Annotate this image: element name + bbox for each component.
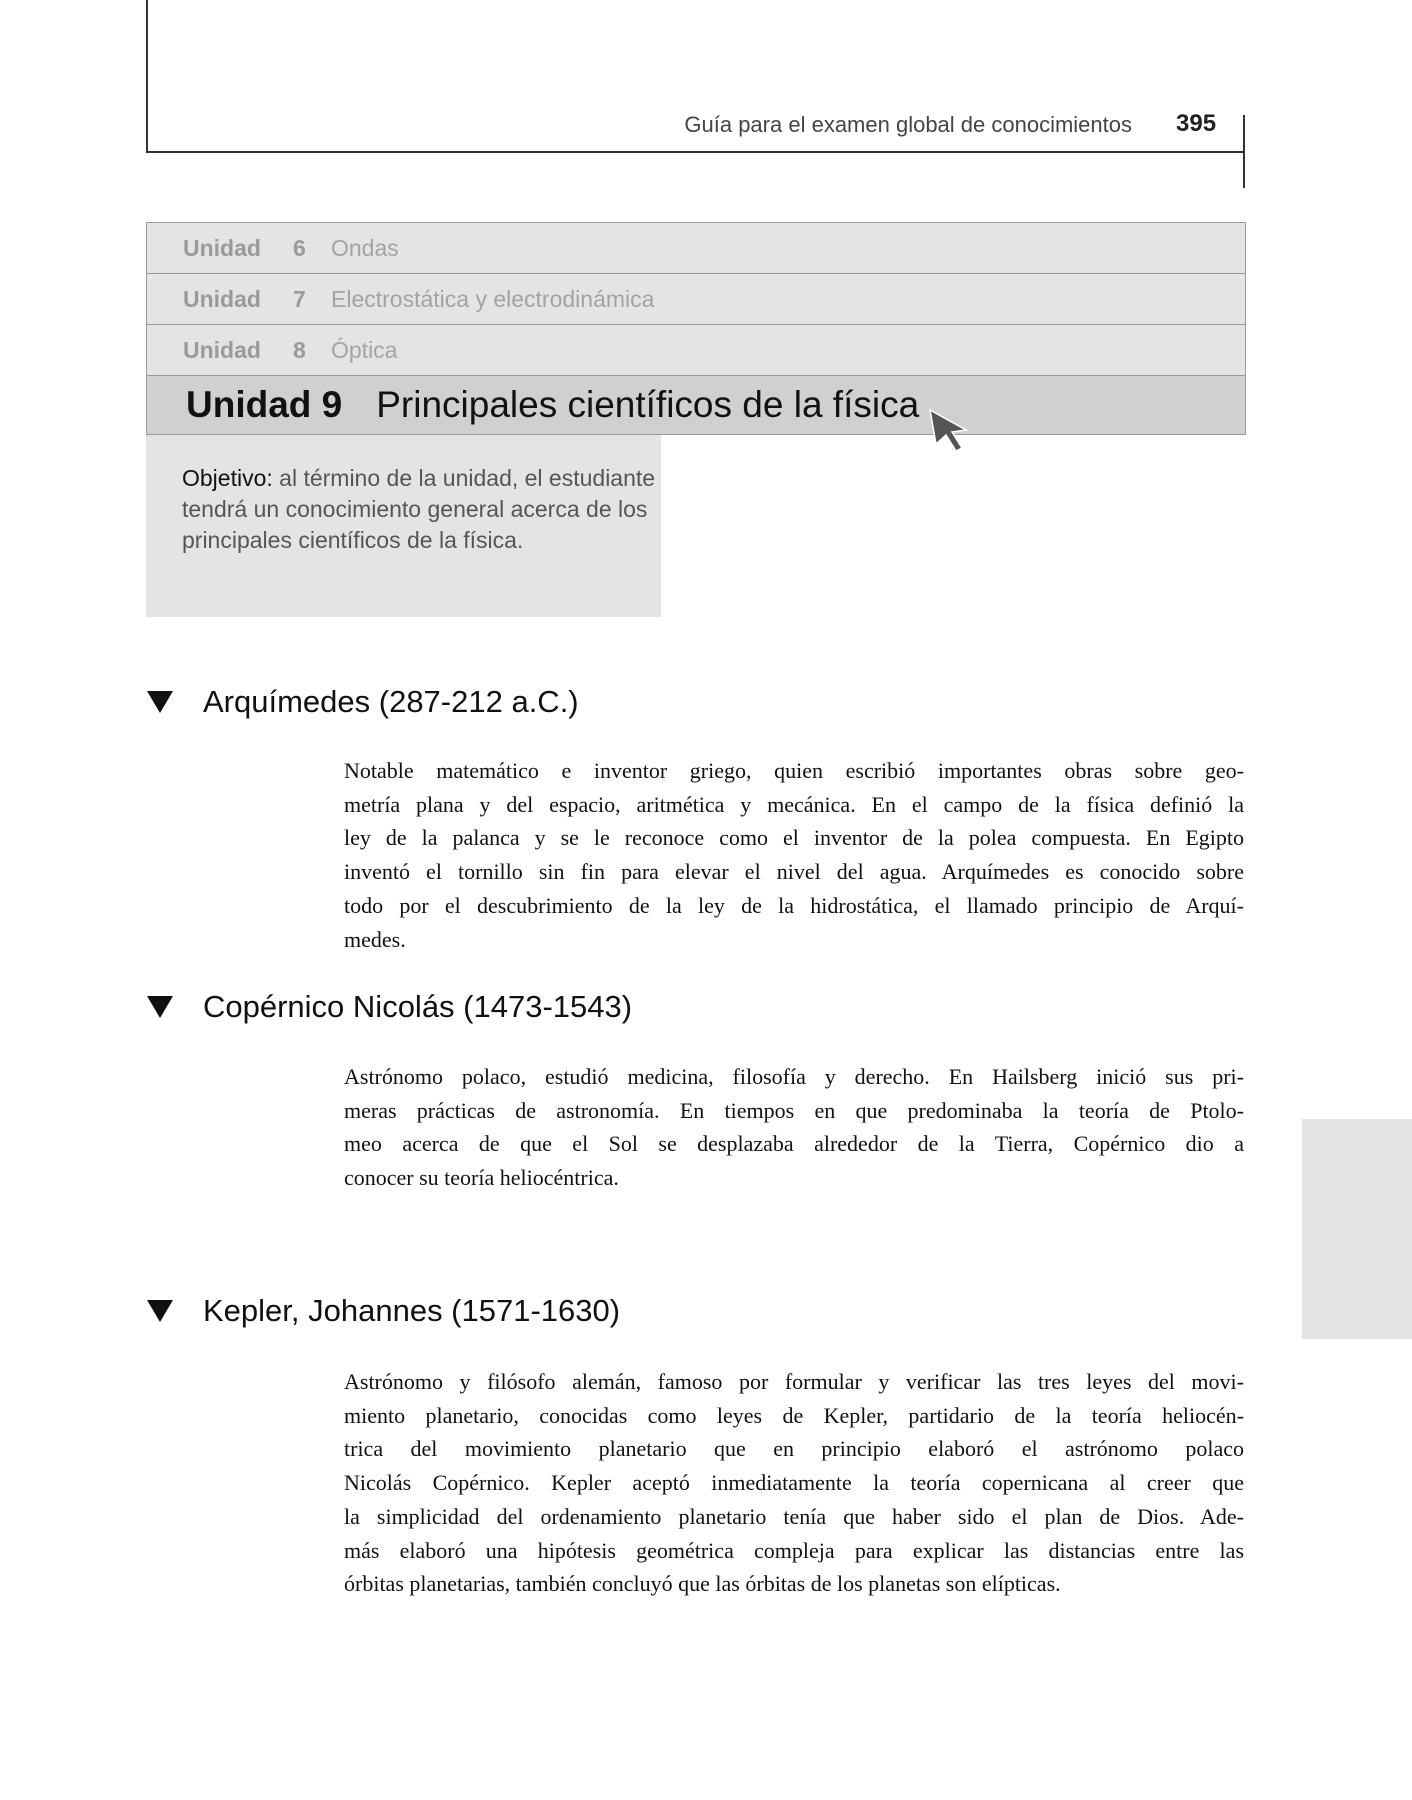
section-body	[344, 1365, 1244, 1601]
objective-label: Objetivo:	[182, 465, 273, 491]
thumb-index-tab	[1302, 1119, 1412, 1339]
unit-label: Unidad	[183, 285, 261, 312]
body-line: Astrónomo polaco, estudió medicina, filosofía y derecho. En Hailsberg inició sus pri-	[344, 1064, 1244, 1089]
header-rule	[146, 151, 1245, 153]
body-line: Astrónomo y filósofo alemán, famoso por formular y verificar las tres leyes del movi-	[344, 1369, 1244, 1394]
section-title: Arquímedes (287-212 a.C.)	[203, 684, 579, 719]
body-line: más elaboró una hipótesis geométrica compleja para explicar las distancias entre las	[344, 1537, 1244, 1563]
unit-row-current	[147, 376, 1245, 434]
unit-table	[146, 222, 1246, 435]
objective-box	[146, 435, 661, 617]
triangle-bullet-icon	[147, 996, 173, 1018]
body-line: meras prácticas de astronomía. En tiempos en que predominaba la teoría de Ptolo-	[344, 1097, 1244, 1123]
body-line: ley de la palanca y se le reconoce como el inventor de la polea compuesta. En Egipto	[344, 825, 1244, 851]
page-number: 395	[1176, 110, 1217, 137]
unit-row-7	[147, 274, 1245, 325]
left-margin-line	[146, 0, 148, 152]
body-line: trica del movimiento planetario que en principio elaboró el astrónomo polaco	[344, 1436, 1244, 1462]
body-line: metría plana y del espacio, aritmética y mecánica. En el campo de la física definió la	[344, 791, 1244, 817]
unit-label: Unidad	[183, 234, 261, 261]
unit-number: 6	[293, 234, 306, 261]
section-heading	[147, 989, 632, 1025]
body-line: meo acerca de que el Sol se desplazaba alrededor de la Tierra, Copérnico dio a	[344, 1131, 1244, 1157]
triangle-bullet-icon	[147, 691, 173, 713]
header-tick	[1243, 115, 1245, 188]
triangle-bullet-icon	[147, 1300, 173, 1322]
current-unit-label: Unidad 9	[186, 384, 343, 425]
body-line: miento planetario, conocidas como leyes de Kepler, partidario de la teoría heliocén-	[344, 1402, 1244, 1428]
body-line: conocer su teoría heliocéntrica.	[344, 1165, 619, 1191]
arrow-cursor-icon	[928, 408, 970, 452]
unit-title: Óptica	[331, 336, 398, 363]
section-heading	[147, 1293, 620, 1329]
objective-text	[182, 463, 661, 556]
body-line: medes.	[344, 926, 406, 952]
body-line: todo por el descubrimiento de la ley de la hidrostática, el llamado principio de Arquí-	[344, 892, 1244, 918]
running-title: Guía para el examen global de conocimientos	[684, 112, 1132, 137]
section-title: Kepler, Johannes (1571-1630)	[203, 1293, 621, 1328]
unit-number: 7	[293, 285, 306, 312]
objective-body: al término de la unidad, el estudiante tendrá un conocimiento general acerca de los principales científicos de la física.	[182, 465, 656, 553]
section-title: Copérnico Nicolás (1473-1543)	[203, 989, 633, 1024]
body-line: la simplicidad del ordenamiento planetario tenía que haber sido el plan de Dios. Ade-	[344, 1503, 1244, 1529]
unit-label: Unidad	[183, 336, 261, 363]
body-line: Notable matemático e inventor griego, quien escribió importantes obras sobre geo-	[344, 758, 1244, 783]
unit-row-8	[147, 325, 1245, 376]
unit-title: Electrostática y electrodinámica	[331, 285, 655, 312]
unit-row-6	[147, 223, 1245, 274]
section-heading	[147, 684, 579, 720]
section-body	[344, 754, 1244, 956]
unit-number: 8	[293, 336, 306, 363]
unit-title: Ondas	[331, 234, 399, 261]
current-unit-title: Principales científicos de la física	[376, 384, 920, 425]
body-line: inventó el tornillo sin fin para elevar el nivel del agua. Arquímedes es conocido sobre	[344, 859, 1244, 885]
section-body	[344, 1060, 1244, 1195]
body-line: Nicolás Copérnico. Kepler aceptó inmediatamente la teoría copernicana al creer que	[344, 1470, 1244, 1496]
body-line: órbitas planetarias, también concluyó que las órbitas de los planetas son elípticas.	[344, 1571, 1061, 1597]
